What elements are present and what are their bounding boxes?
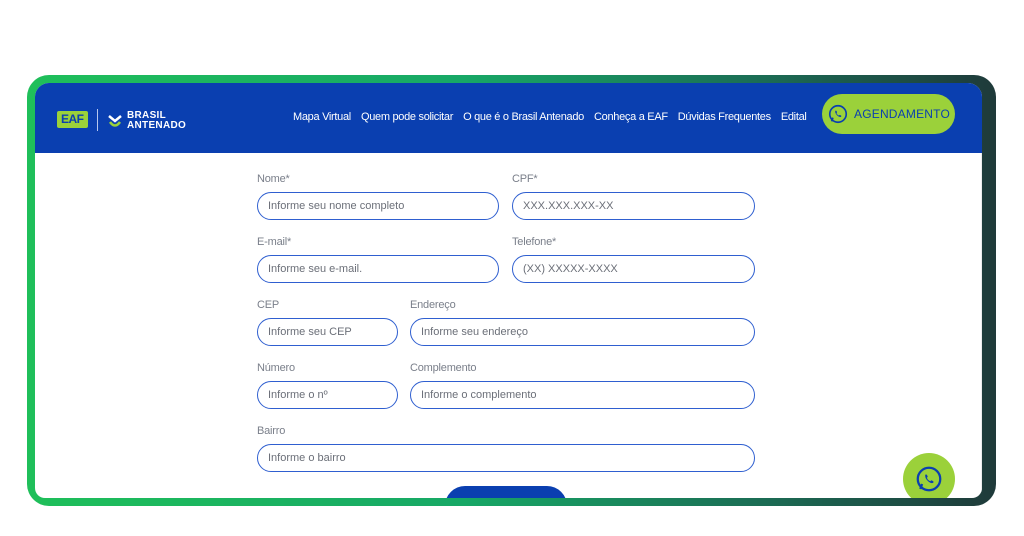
whatsapp-icon <box>914 464 944 494</box>
eaf-logo[interactable]: EAF <box>57 111 88 128</box>
main-nav <box>293 110 807 124</box>
complemento-input[interactable] <box>410 381 755 409</box>
cpf-input[interactable] <box>512 192 755 220</box>
nav-quem-pode-solicitar[interactable]: Quem pode solicitar <box>360 111 454 123</box>
complemento-label: Complemento <box>410 362 477 374</box>
email-label: E-mail* <box>257 236 292 248</box>
bairro-label: Bairro <box>257 425 286 437</box>
submit-button[interactable] <box>445 486 567 498</box>
brasil-antenado-logo[interactable] <box>107 108 186 134</box>
agendamento-label: AGENDAMENTO <box>854 107 950 121</box>
numero-label: Número <box>257 362 295 374</box>
logo-text-antenado: ANTENADO <box>127 120 187 131</box>
browser-viewport <box>35 83 982 498</box>
nav-edital[interactable]: Edital <box>780 111 807 123</box>
nome-label: Nome* <box>257 173 290 185</box>
nav-o-que-e-brasil-antenado[interactable]: O que é o Brasil Antenado <box>463 111 585 123</box>
cep-label: CEP <box>257 299 280 311</box>
bairro-input[interactable] <box>257 444 755 472</box>
nome-input[interactable] <box>257 192 499 220</box>
endereco-label: Endereço <box>410 299 456 311</box>
whatsapp-float-button[interactable] <box>903 453 955 498</box>
endereco-input[interactable] <box>410 318 755 346</box>
antenna-logo-icon <box>107 113 123 129</box>
numero-input[interactable] <box>257 381 398 409</box>
nav-duvidas-frequentes[interactable]: Dúvidas Frequentes <box>677 111 771 123</box>
logo-text-brasil: BRASIL <box>127 110 167 121</box>
cpf-label: CPF* <box>512 173 538 185</box>
telefone-label: Telefone* <box>512 236 557 248</box>
email-input[interactable] <box>257 255 499 283</box>
site-header <box>35 83 982 153</box>
cep-input[interactable] <box>257 318 398 346</box>
agendamento-button[interactable] <box>822 94 955 134</box>
page-scrollbar[interactable] <box>981 153 982 498</box>
nav-conheca-eaf[interactable]: Conheça a EAF <box>594 111 668 123</box>
device-frame <box>27 75 996 506</box>
nav-mapa-virtual[interactable]: Mapa Virtual <box>293 111 351 123</box>
telefone-input[interactable] <box>512 255 755 283</box>
whatsapp-icon <box>827 103 849 125</box>
logo-divider <box>97 109 98 131</box>
